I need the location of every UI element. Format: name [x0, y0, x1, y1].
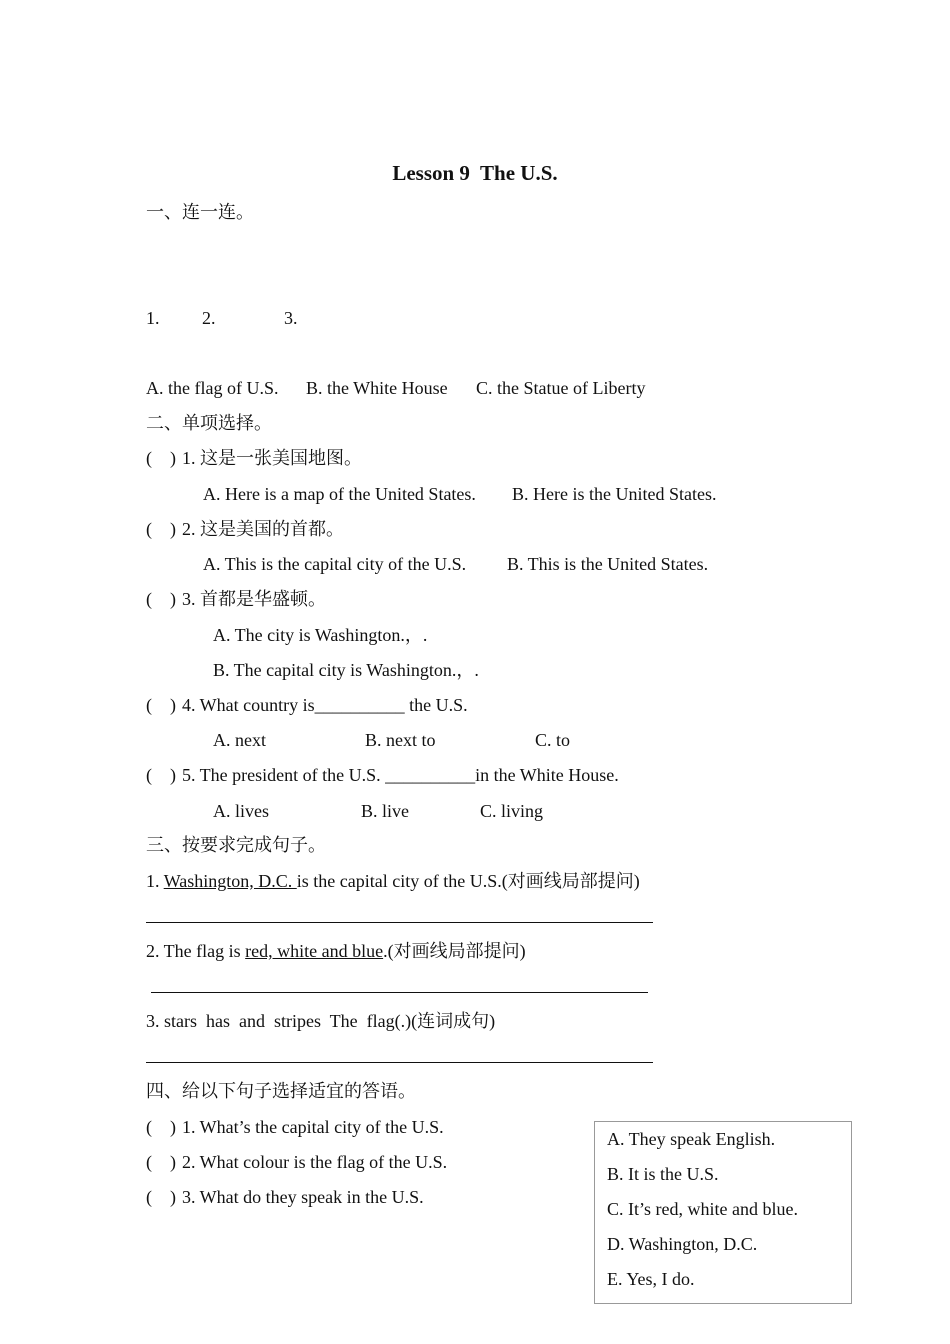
- answer-line[interactable]: [146, 922, 653, 923]
- task-prefix: 1.: [146, 871, 164, 891]
- part1-option-a: A. the flag of U.S.: [146, 378, 279, 398]
- part1-heading: 一、连一连。: [146, 202, 254, 222]
- answer-bracket[interactable]: ( ): [146, 695, 176, 715]
- option-a: A. next: [213, 730, 266, 750]
- option-c: C. living: [480, 801, 544, 821]
- option-b: B. The capital city is Washington.，.: [213, 660, 479, 680]
- sentence-task-2: [146, 940, 526, 962]
- answer-bracket[interactable]: ( ): [146, 448, 176, 468]
- task-prefix: 3. stars has and stripes The flag(.)(连词成句): [146, 1011, 496, 1031]
- page-title: Lesson 9 The U.S.: [392, 161, 558, 185]
- part1-option-c: C. the Statue of Liberty: [476, 378, 646, 398]
- answer-line[interactable]: [151, 992, 648, 993]
- option-c: C. to: [535, 730, 571, 750]
- question-stem: 5. The president of the U.S. __________in the White House.: [182, 765, 619, 785]
- answer-bracket[interactable]: ( ): [146, 765, 176, 785]
- question-stem: 2. 这是美国的首都。: [182, 519, 344, 539]
- option-a: A. The city is Washington.，.: [213, 625, 428, 645]
- option-b: B. Here is the United States.: [512, 484, 717, 504]
- option-a: A. This is the capital city of the U.S.: [203, 554, 467, 574]
- option-a: A. Here is a map of the United States.: [203, 484, 476, 504]
- underlined-part: Washington, D.C.: [163, 871, 297, 891]
- task-suffix: .(对画线局部提问): [383, 941, 526, 961]
- part2-heading: 二、单项选择。: [146, 413, 272, 433]
- sentence-task-3: [146, 1010, 495, 1032]
- part1-number-3: 3.: [284, 308, 298, 328]
- answer-bracket[interactable]: ( ): [146, 1117, 176, 1137]
- task-suffix: is the capital city of the U.S.(对画线局部提问): [296, 871, 640, 891]
- question-stem: 1. 这是一张美国地图。: [182, 448, 362, 468]
- option-b: B. live: [361, 801, 409, 821]
- answer-option: C. It’s red, white and blue.: [607, 1199, 798, 1219]
- answer-bracket[interactable]: ( ): [146, 1187, 176, 1207]
- answer-bracket[interactable]: ( ): [146, 1152, 176, 1172]
- answer-option: E. Yes, I do.: [607, 1269, 695, 1289]
- question-stem: 3. 首都是华盛顿。: [182, 589, 326, 609]
- question-item: 1. What’s the capital city of the U.S.: [182, 1117, 444, 1137]
- part4-heading: 四、给以下句子选择适宜的答语。: [146, 1081, 416, 1101]
- answer-option: A. They speak English.: [607, 1129, 776, 1149]
- part1-option-b: B. the White House: [306, 378, 448, 398]
- answer-bracket[interactable]: ( ): [146, 519, 176, 539]
- part3-heading: 三、按要求完成句子。: [146, 835, 326, 855]
- option-a: A. lives: [213, 801, 269, 821]
- question-stem: 4. What country is__________ the U.S.: [182, 695, 468, 715]
- option-b: B. next to: [365, 730, 436, 750]
- answer-bracket[interactable]: ( ): [146, 589, 176, 609]
- question-item: 3. What do they speak in the U.S.: [182, 1187, 424, 1207]
- part1-number-2: 2.: [202, 308, 216, 328]
- answer-option: B. It is the U.S.: [607, 1164, 719, 1184]
- underlined-part: red, white and blue: [245, 941, 384, 961]
- answer-line[interactable]: [146, 1062, 653, 1063]
- part1-number-1: 1.: [146, 308, 160, 328]
- answer-option: D. Washington, D.C.: [607, 1234, 758, 1254]
- sentence-task-1: [146, 870, 640, 892]
- question-item: 2. What colour is the flag of the U.S.: [182, 1152, 448, 1172]
- option-b: B. This is the United States.: [507, 554, 709, 574]
- task-prefix: 2. The flag is: [146, 941, 246, 961]
